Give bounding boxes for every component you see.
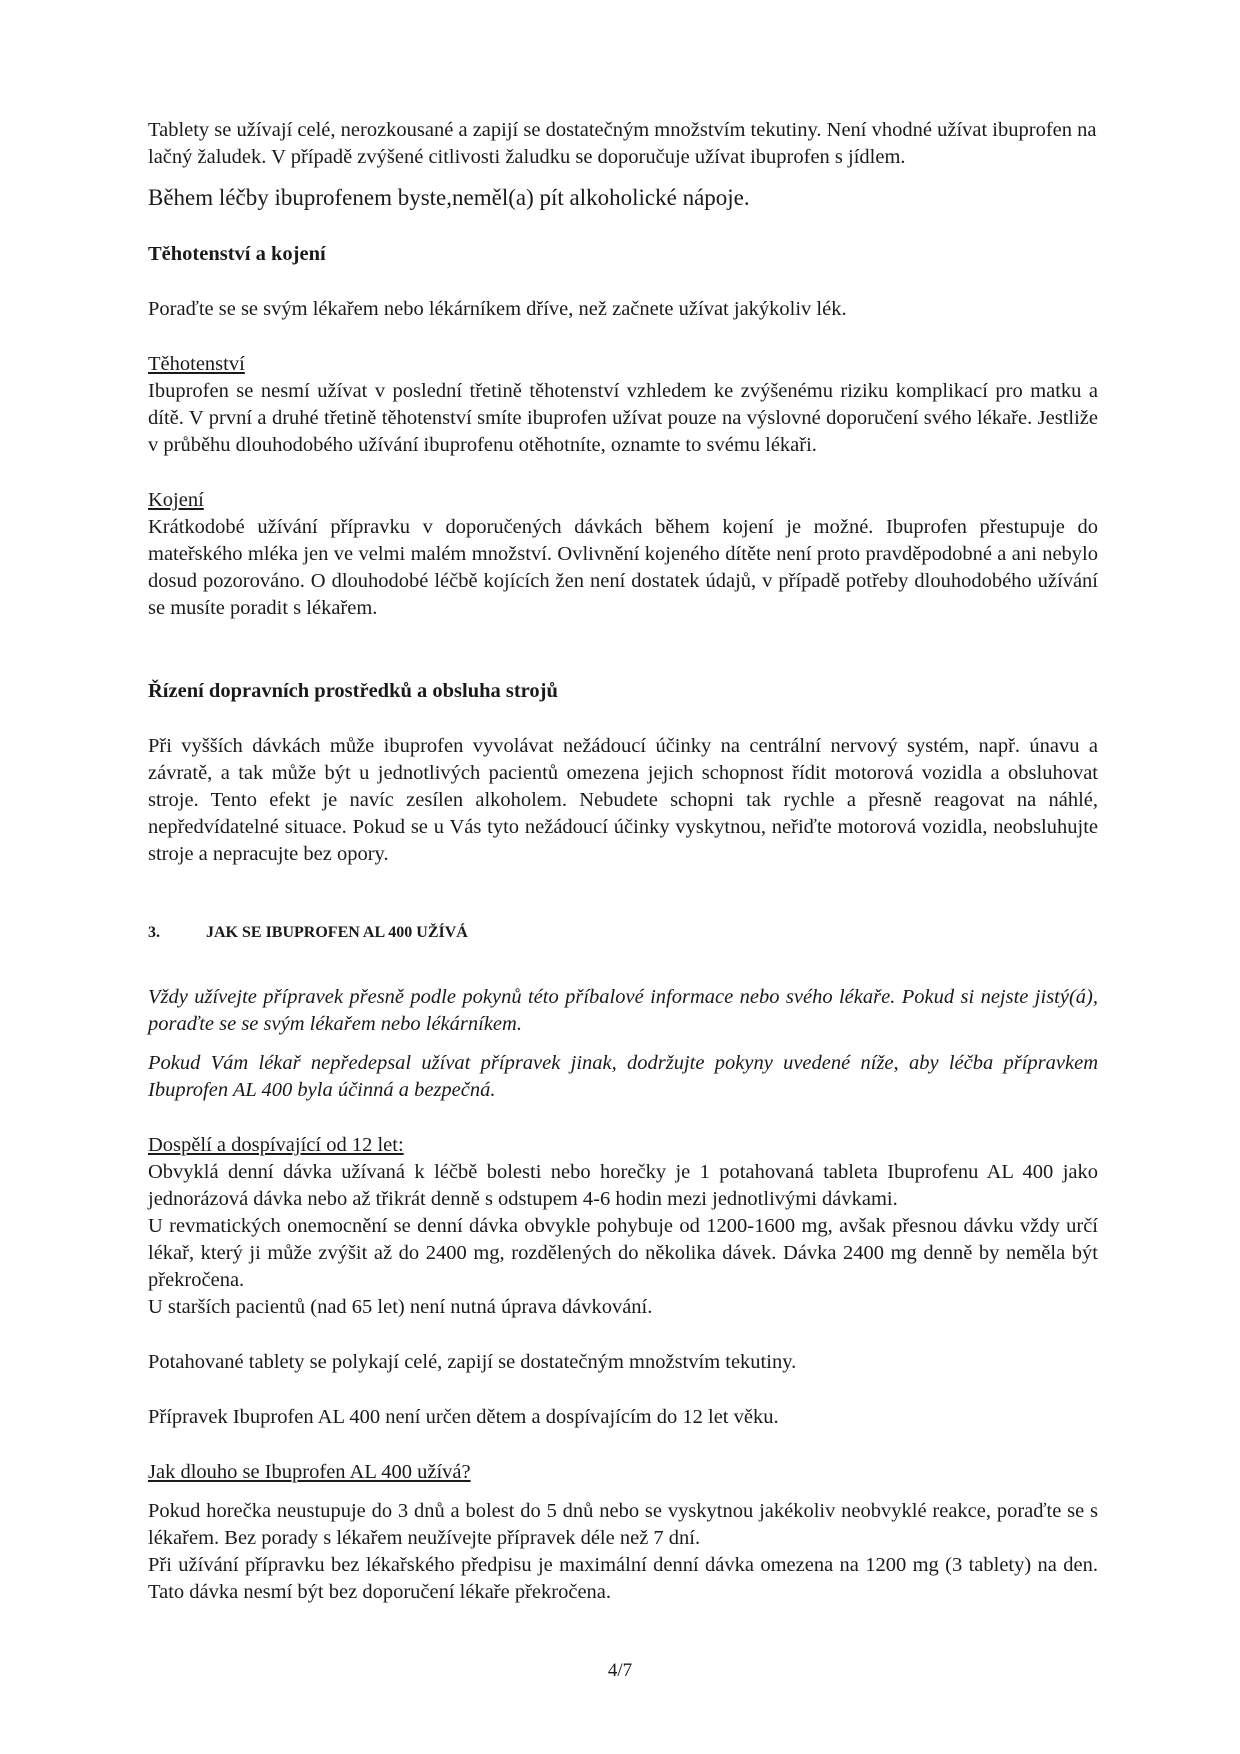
italic-instruction-1: Vždy užívejte přípravek přesně podle pokynů této příbalové informace nebo svého lékaře. Pokud si nejste jistý(á), poraďte se se svým lékařem nebo lékárníkem. <box>148 986 1098 1035</box>
adults-subheading: Dospělí a dospívající od 12 let: <box>148 1134 404 1156</box>
rheumatic-dose-text: U revmatických onemocnění se denní dávka obvykle pohybuje od 1200-1600 mg, avšak přesnou dávku vždy určí lékař, který ji může zvýšit až do 2400 mg, rozdělených do několika dávek. Dávka 2400 mg denně by neměla být překročena. <box>148 1215 1098 1291</box>
alcohol-note: Během léčby ibuprofenem byste,neměl(a) pít alkoholické nápoje. <box>148 185 750 210</box>
section-title: JAK SE IBUPROFEN AL 400 UŽÍVÁ <box>206 924 468 941</box>
driving-heading: Řízení dopravních prostředků a obsluha strojů <box>148 680 558 702</box>
pregnancy-subheading: Těhotenství <box>148 353 245 375</box>
italic-instruction-2: Pokud Vám lékař nepředepsal užívat přípravek jinak, dodržujte pokyny uvedené níže, aby léčba přípravkem Ibuprofen AL 400 byla účinná a bezpečná. <box>148 1052 1098 1101</box>
pregnancy-advice: Poraďte se se svým lékařem nebo lékárníkem dříve, než začnete užívat jakýkoliv lék. <box>148 298 847 320</box>
adults-dose-text: Obvyklá denní dávka užívaná k léčbě bolesti nebo horečky je 1 potahovaná tableta Ibuprofenu AL 400 jako jednorázová dávka nebo až třikrát denně s odstupem 4-6 hodin mezi jednotlivými dávkami. <box>148 1161 1098 1210</box>
elderly-dose-text: U starších pacientů (nad 65 let) není nutná úprava dávkování. <box>148 1296 653 1318</box>
swallow-instruction: Potahované tablety se polykají celé, zapijí se dostatečným množstvím tekutiny. <box>148 1351 797 1373</box>
duration-text-2: Při užívání přípravku bez lékařského předpisu je maximální denní dávka omezena na 1200 mg (3 tablety) na den. Tato dávka nesmí být bez doporučení lékaře překročena. <box>148 1554 1098 1603</box>
pregnancy-text: Ibuprofen se nesmí užívat v poslední třetině těhotenství vzhledem ke zvýšenému riziku komplikací pro matku a dítě. V první a druhé třetině těhotenství smíte ibuprofen užívat pouze na výslovné doporučení svého lékaře. Jestliže v průběhu dlouhodobého užívání ibuprofenu otěhotníte, oznamte to svému lékaři. <box>148 380 1098 456</box>
document-page <box>148 117 1098 1606</box>
page-number: 4/7 <box>607 1660 633 1681</box>
driving-text: Při vyšších dávkách může ibuprofen vyvolávat nežádoucí účinky na centrální nervový systém, např. únavu a závratě, a tak může být u jednotlivých pacientů omezena jejich schopnost řídit motorová vozidla a obsluhovat stroje. Tento efekt je navíc zesílen alkoholem. Nebudete schopni tak rychle a přesně reagovat na náhlé, nepředvídatelné situace. Pokud se u Vás tyto nežádoucí účinky vyskytnou, neřiďte motorová vozidla, neobsluhujte stroje a nepracujte bez opory. <box>148 735 1098 865</box>
children-note: Přípravek Ibuprofen AL 400 není určen dětem a dospívajícím do 12 let věku. <box>148 1406 779 1428</box>
intro-paragraph: Tablety se užívají celé, nerozkousané a zapijí se dostatečným množstvím tekutiny. Není vhodné užívat ibuprofen na lačný žaludek. V případě zvýšené citlivosti žaludku se doporučuje užívat ibuprofen s jídlem. <box>148 119 1097 168</box>
breastfeeding-subheading: Kojení <box>148 489 204 511</box>
section-number: 3. <box>148 924 160 941</box>
section-heading <box>148 924 1098 942</box>
breastfeeding-text: Krátkodobé užívání přípravku v doporučených dávkách během kojení je možné. Ibuprofen přestupuje do mateřského mléka jen ve velmi malém množství. Ovlivnění kojeného dítěte není proto pravděpodobné a ani nebylo dosud pozorováno. O dlouhodobé léčbě kojících žen není dostatek údajů, v případě potřeby dlouhodobého užívání se musíte poradit s lékařem. <box>148 516 1098 619</box>
duration-subheading: Jak dlouho se Ibuprofen AL 400 užívá? <box>148 1461 471 1483</box>
duration-text-1: Pokud horečka neustupuje do 3 dnů a bolest do 5 dnů nebo se vyskytnou jakékoliv neobvyklé reakce, poraďte se s lékařem. Bez porady s lékařem neužívejte přípravek déle než 7 dní. <box>148 1500 1098 1549</box>
pregnancy-heading: Těhotenství a kojení <box>148 243 326 265</box>
